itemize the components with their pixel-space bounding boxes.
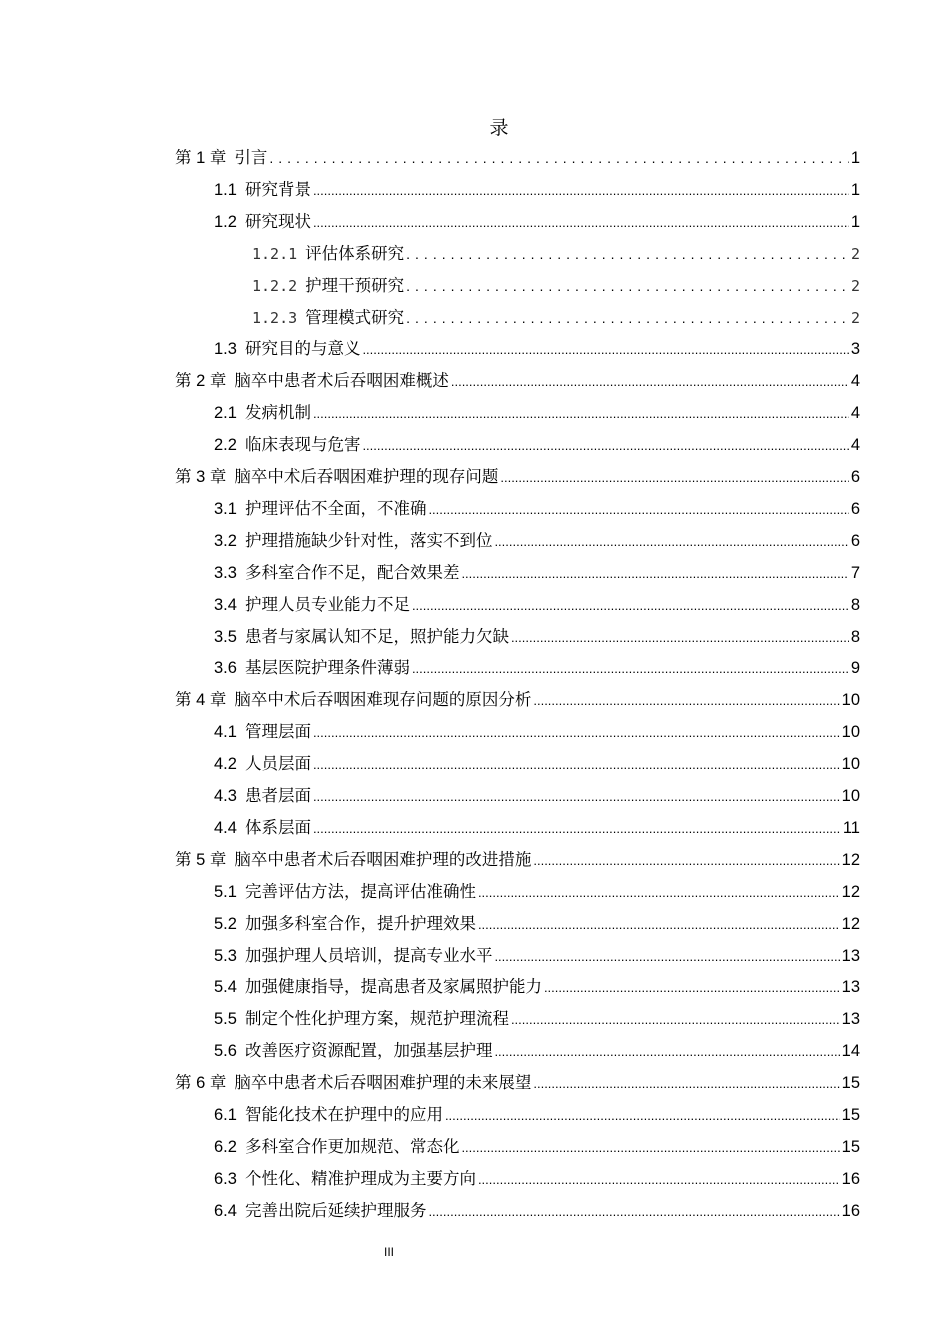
toc-entry[interactable] xyxy=(214,625,860,649)
toc-entry-label xyxy=(214,912,476,936)
toc-entry-label xyxy=(214,1039,492,1063)
toc-entry-number: 3.4 xyxy=(214,596,237,614)
toc-entry-number: 1.1 xyxy=(214,181,237,199)
toc-entry-label xyxy=(214,561,459,585)
toc-dot-leader xyxy=(313,817,841,840)
toc-entry[interactable] xyxy=(175,688,860,712)
toc-entry[interactable] xyxy=(175,465,860,489)
toc-dot-leader xyxy=(461,562,848,585)
toc-dot-leader xyxy=(313,721,840,744)
toc-entry-label xyxy=(214,816,311,840)
toc-dot-leader xyxy=(313,753,840,776)
toc-entry-number: 6.2 xyxy=(214,1138,237,1156)
toc-entry[interactable] xyxy=(252,242,860,266)
toc-entry[interactable] xyxy=(214,433,860,457)
toc-entry-label xyxy=(175,369,449,393)
toc-entry-page: 2 xyxy=(850,277,860,295)
toc-entry[interactable] xyxy=(214,1039,860,1063)
toc-entry-page: 10 xyxy=(841,723,860,741)
toc-entry-page: 11 xyxy=(842,819,860,837)
toc-entry-number: 3.5 xyxy=(214,628,237,646)
toc-dot-leader xyxy=(494,1040,839,1063)
toc-entry-number: 1.2.2 xyxy=(252,277,298,295)
toc-entry-page: 8 xyxy=(850,628,860,646)
toc-dot-leader xyxy=(412,594,849,617)
toc-entry[interactable] xyxy=(214,561,860,585)
toc-entry-page: 4 xyxy=(850,404,860,422)
toc-entry-label xyxy=(214,178,311,202)
toc-entry-number: 4.2 xyxy=(214,755,237,773)
toc-dot-leader xyxy=(313,179,849,202)
toc-entry-label xyxy=(214,752,311,776)
toc-entry-page: 12 xyxy=(841,851,860,869)
toc-entry-label xyxy=(214,337,360,361)
toc-entry-title: 完善出院后延续护理服务 xyxy=(244,1201,427,1220)
toc-entry-number: 1.2 xyxy=(214,213,237,231)
toc-dot-leader xyxy=(478,913,840,936)
toc-entry-title: 完善评估方法，提高评估准确性 xyxy=(244,882,476,901)
toc-entry[interactable] xyxy=(214,975,860,999)
toc-entry-label xyxy=(214,975,542,999)
toc-entry-title: 研究背景 xyxy=(244,180,311,199)
toc-entry-page: 13 xyxy=(841,947,860,965)
toc-entry[interactable] xyxy=(214,912,860,936)
toc-entry[interactable] xyxy=(214,656,860,680)
toc-entry-label xyxy=(252,306,404,330)
toc-entry[interactable] xyxy=(214,1007,860,1031)
toc-entry-title: 脑卒中患者术后吞咽困难护理的改进措施 xyxy=(234,850,532,869)
toc-entry-title: 加强健康指导，提高患者及家属照护能力 xyxy=(244,977,542,996)
toc-dot-leader xyxy=(544,976,840,999)
toc-entry-number: 3.3 xyxy=(214,564,237,582)
toc-entry-number: 3.2 xyxy=(214,532,237,550)
toc-dot-leader xyxy=(500,466,848,489)
toc-entry-label xyxy=(175,688,531,712)
toc-entry-page: 6 xyxy=(850,500,860,518)
page-number: III xyxy=(383,1245,394,1259)
toc-entry-page: 1 xyxy=(850,213,860,231)
toc-entry-number: 1.2.3 xyxy=(252,309,298,327)
toc-entry-label xyxy=(214,944,492,968)
toc-dot-leader xyxy=(511,1008,840,1031)
toc-entry-page: 12 xyxy=(841,915,860,933)
toc-entry-number: 1.2.1 xyxy=(252,245,298,263)
toc-entry-page: 16 xyxy=(841,1202,860,1220)
toc-entry-label xyxy=(214,1167,476,1191)
toc-entry-page: 3 xyxy=(850,340,860,358)
toc-entry-label xyxy=(252,242,404,266)
toc-dot-leader xyxy=(445,1104,840,1127)
toc-entry-number: 5.2 xyxy=(214,915,237,933)
toc-entry-page: 2 xyxy=(850,309,860,327)
toc-entry-title: 临床表现与危害 xyxy=(244,435,361,454)
toc-entry-title: 脑卒中患者术后吞咽困难护理的未来展望 xyxy=(234,1073,532,1092)
toc-entry-page: 8 xyxy=(850,596,860,614)
toc-dot-leader xyxy=(269,146,848,170)
toc-dot-leader xyxy=(494,530,848,553)
toc-dot-leader xyxy=(406,306,849,330)
toc-entry-number: 5.6 xyxy=(214,1042,237,1060)
toc-entry-page: 16 xyxy=(841,1170,860,1188)
toc-entry-number: 2.2 xyxy=(214,436,237,454)
toc-entry-page: 15 xyxy=(841,1074,860,1092)
toc-entry[interactable] xyxy=(252,274,860,298)
toc-entry-title: 制定个性化护理方案，规范护理流程 xyxy=(244,1009,509,1028)
page-title: 录 xyxy=(489,117,509,139)
toc-entry-page: 12 xyxy=(841,883,860,901)
toc-dot-leader xyxy=(478,1168,840,1191)
toc-entry[interactable] xyxy=(214,497,860,521)
toc-entry-label xyxy=(214,1103,443,1127)
toc-dot-leader xyxy=(511,626,849,649)
toc-entry-title: 护理评估不全面，不准确 xyxy=(244,499,427,518)
toc-entry-label xyxy=(214,1135,459,1159)
toc-entry-title: 改善医疗资源配置，加强基层护理 xyxy=(244,1041,493,1060)
toc-dot-leader xyxy=(362,338,848,361)
toc-entry[interactable] xyxy=(175,146,860,170)
toc-entry-page: 10 xyxy=(841,787,860,805)
toc-dot-leader xyxy=(406,242,849,266)
toc-entry-number: 第 5 章 xyxy=(175,851,227,869)
toc-entry[interactable] xyxy=(214,529,860,553)
toc-dot-leader xyxy=(313,211,849,234)
toc-entry-page: 6 xyxy=(850,532,860,550)
toc-entry[interactable] xyxy=(214,720,860,744)
toc-entry-title: 脑卒中患者术后吞咽困难概述 xyxy=(234,371,449,390)
toc-entry-page: 7 xyxy=(850,564,860,582)
toc-entry-title: 患者与家属认知不足，照护能力欠缺 xyxy=(244,627,509,646)
toc-entry-title: 患者层面 xyxy=(244,786,311,805)
toc-entry-title: 管理层面 xyxy=(244,722,311,741)
toc-entry-number: 5.5 xyxy=(214,1010,237,1028)
toc-entry-number: 第 4 章 xyxy=(175,691,227,709)
toc-entry-page: 10 xyxy=(841,691,860,709)
toc-entry[interactable] xyxy=(214,1199,860,1223)
toc-entry-number: 第 2 章 xyxy=(175,372,227,390)
toc-entry[interactable] xyxy=(214,1103,860,1127)
toc-entry[interactable] xyxy=(214,593,860,617)
toc-entry-title: 体系层面 xyxy=(244,818,311,837)
toc-entry-label xyxy=(214,784,311,808)
toc-dot-leader xyxy=(533,849,839,872)
toc-entry-page: 10 xyxy=(841,755,860,773)
toc-entry[interactable] xyxy=(175,1071,860,1095)
toc-entry[interactable] xyxy=(214,752,860,776)
toc-entry-number: 3.6 xyxy=(214,659,237,677)
toc-entry-number: 1.3 xyxy=(214,340,237,358)
toc-entry[interactable] xyxy=(214,401,860,425)
toc-entry[interactable] xyxy=(252,306,860,330)
toc-entry-number: 第 1 章 xyxy=(175,149,227,167)
toc-entry-label xyxy=(214,1007,509,1031)
toc-entry-number: 第 3 章 xyxy=(175,468,227,486)
toc-dot-leader xyxy=(533,689,839,712)
toc-entry-title: 加强多科室合作，提升护理效果 xyxy=(244,914,476,933)
toc-entry-page: 9 xyxy=(850,659,860,677)
toc-dot-leader xyxy=(412,657,849,680)
toc-entry-label xyxy=(214,210,311,234)
toc-entry-label xyxy=(175,848,531,872)
toc-entry-number: 6.4 xyxy=(214,1202,237,1220)
toc-entry-title: 加强护理人员培训，提高专业水平 xyxy=(244,946,493,965)
toc-dot-leader xyxy=(406,274,849,298)
toc-entry-page: 1 xyxy=(850,181,860,199)
toc-entry-label xyxy=(214,529,492,553)
toc-entry[interactable] xyxy=(175,848,860,872)
toc-entry-label xyxy=(175,465,498,489)
toc-entry-number: 5.4 xyxy=(214,978,237,996)
toc-entry-label xyxy=(214,1199,426,1223)
toc-entry-number: 6.1 xyxy=(214,1106,237,1124)
toc-entry-title: 智能化技术在护理中的应用 xyxy=(244,1105,443,1124)
toc-dot-leader xyxy=(428,498,848,521)
toc-dot-leader xyxy=(461,1136,839,1159)
toc-entry-title: 多科室合作不足，配合效果差 xyxy=(244,563,460,582)
toc-entry-page: 13 xyxy=(841,978,860,996)
toc-entry-number: 第 6 章 xyxy=(175,1074,227,1092)
toc-entry-number: 4.1 xyxy=(214,723,237,741)
toc-entry-label xyxy=(214,625,509,649)
toc-entry[interactable] xyxy=(214,337,860,361)
toc-entry-page: 15 xyxy=(841,1138,860,1156)
toc-entry-number: 4.3 xyxy=(214,787,237,805)
toc-dot-leader xyxy=(313,785,840,808)
toc-entry-label xyxy=(214,433,360,457)
toc-entry-title: 评估体系研究 xyxy=(305,244,405,263)
toc-entry[interactable] xyxy=(214,178,860,202)
toc-entry-page: 2 xyxy=(850,245,860,263)
toc-entry-label xyxy=(252,274,404,298)
toc-entry-title: 护理干预研究 xyxy=(305,276,405,295)
toc-entry-page: 6 xyxy=(850,468,860,486)
toc-entry-title: 脑卒中术后吞咽困难护理的现存问题 xyxy=(234,467,499,486)
toc-dot-leader xyxy=(478,881,840,904)
toc-entry-page: 1 xyxy=(850,149,860,167)
toc-entry[interactable] xyxy=(214,1135,860,1159)
toc-entry-title: 管理模式研究 xyxy=(305,308,405,327)
toc-entry-number: 5.3 xyxy=(214,947,237,965)
toc-entry-label xyxy=(214,656,410,680)
toc-entry-page: 4 xyxy=(850,436,860,454)
toc-entry-number: 5.1 xyxy=(214,883,237,901)
toc-entry-title: 护理人员专业能力不足 xyxy=(244,595,410,614)
toc-entry-title: 人员层面 xyxy=(244,754,311,773)
toc-entry-title: 护理措施缺少针对性，落实不到位 xyxy=(244,531,493,550)
toc-entry-number: 2.1 xyxy=(214,404,237,422)
toc-entry-page: 4 xyxy=(850,372,860,390)
toc-entry-number: 4.4 xyxy=(214,819,237,837)
toc-entry[interactable] xyxy=(214,784,860,808)
toc-dot-leader xyxy=(428,1200,839,1223)
toc-entry-label xyxy=(214,593,410,617)
toc-dot-leader xyxy=(313,402,849,425)
toc-entry-label xyxy=(214,880,476,904)
toc-entry-page: 15 xyxy=(841,1106,860,1124)
toc-dot-leader xyxy=(362,434,848,457)
toc-dot-leader xyxy=(533,1072,839,1095)
toc-entry-title: 多科室合作更加规范、常态化 xyxy=(244,1137,460,1156)
toc-entry-number: 6.3 xyxy=(214,1170,237,1188)
toc-entry-title: 脑卒中术后吞咽困难现存问题的原因分析 xyxy=(234,690,532,709)
toc-entry-label xyxy=(175,1071,531,1095)
toc-entry[interactable] xyxy=(214,210,860,234)
toc-entry-title: 个性化、精准护理成为主要方向 xyxy=(244,1169,476,1188)
toc-entry[interactable] xyxy=(214,1167,860,1191)
toc-dot-leader xyxy=(494,945,839,968)
toc-entry-label xyxy=(214,720,311,744)
toc-entry[interactable] xyxy=(214,816,860,840)
toc-entry-title: 研究现状 xyxy=(244,212,311,231)
toc-entry[interactable] xyxy=(214,944,860,968)
toc-entry-number: 3.1 xyxy=(214,500,237,518)
toc-entry-page: 13 xyxy=(841,1010,860,1028)
toc-entry-title: 基层医院护理条件薄弱 xyxy=(244,658,410,677)
toc-entry-title: 发病机制 xyxy=(244,403,311,422)
toc-entry-title: 引言 xyxy=(234,148,268,167)
toc-entry-label xyxy=(175,146,267,170)
toc-dot-leader xyxy=(451,370,849,393)
toc-entry[interactable] xyxy=(175,369,860,393)
toc-entry-title: 研究目的与意义 xyxy=(244,339,361,358)
toc-entry-label xyxy=(214,401,311,425)
toc-entry-page: 14 xyxy=(841,1042,860,1060)
toc-entry-label xyxy=(214,497,426,521)
toc-entry[interactable] xyxy=(214,880,860,904)
